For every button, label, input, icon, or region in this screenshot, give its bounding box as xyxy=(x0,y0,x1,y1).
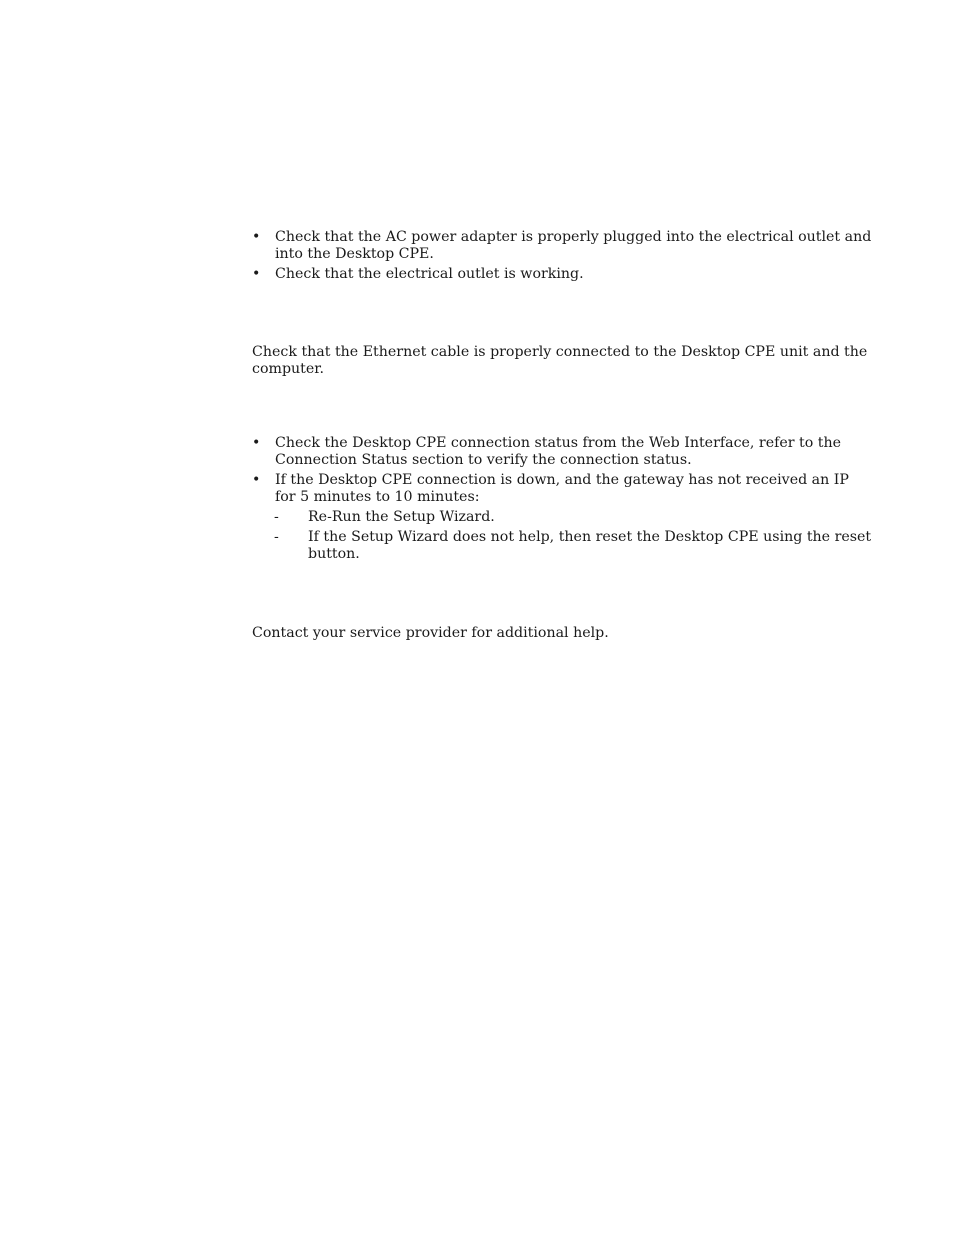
list-item xyxy=(252,435,872,469)
contact-text: Contact your service provider for additional help. xyxy=(252,625,609,641)
list-item xyxy=(274,509,872,526)
power-checks-list xyxy=(252,229,872,283)
bullet-icon: • xyxy=(252,472,261,488)
power-checks-section xyxy=(252,229,872,283)
connection-checks-list xyxy=(252,435,872,506)
connection-down-check: If the Desktop CPE connection is down, and the gateway has not received an IP for 5 minutes to 10 minutes: xyxy=(275,472,849,505)
step-reset-device: If the Setup Wizard does not help, then reset the Desktop CPE using the reset button. xyxy=(308,529,872,562)
power-check-outlet: Check that the electrical outlet is working. xyxy=(275,266,584,282)
bullet-icon: • xyxy=(252,229,261,245)
power-check-adapter: Check that the AC power adapter is properly plugged into the electrical outlet and into the Desktop CPE. xyxy=(275,229,872,262)
connection-down-steps xyxy=(252,509,872,563)
connection-checks-section xyxy=(252,435,872,563)
list-item xyxy=(252,266,872,283)
step-rerun-wizard: Re-Run the Setup Wizard. xyxy=(308,509,495,525)
connection-status-check: Check the Desktop CPE connection status from the Web Interface, refer to the Connection Status section to verify the connection status. xyxy=(275,435,842,468)
bullet-icon: • xyxy=(252,266,261,282)
dash-icon: - xyxy=(274,529,279,545)
bullet-icon: • xyxy=(252,435,261,451)
dash-icon: - xyxy=(274,509,279,525)
list-item xyxy=(252,472,872,506)
ethernet-check-section xyxy=(252,344,872,378)
list-item xyxy=(274,529,872,563)
ethernet-check-text: Check that the Ethernet cable is properly connected to the Desktop CPE unit and the computer. xyxy=(252,344,868,377)
list-item xyxy=(252,229,872,263)
contact-section xyxy=(252,625,872,642)
